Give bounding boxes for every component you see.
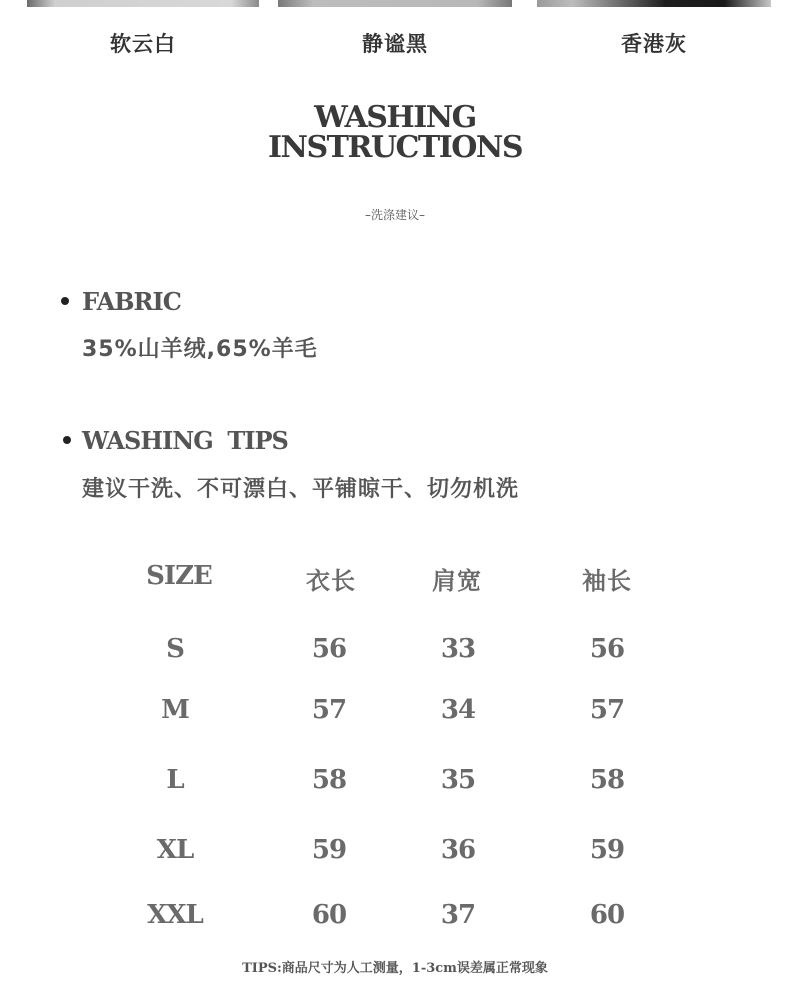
product-photo-black bbox=[278, 0, 512, 7]
bullet-dot-icon bbox=[63, 436, 71, 444]
table-cell: 59 bbox=[311, 835, 347, 865]
table-cell: XL bbox=[156, 835, 194, 865]
table-cell: S bbox=[166, 634, 184, 664]
table-cell: L bbox=[166, 765, 184, 795]
color-label-white: 软云白 bbox=[110, 32, 176, 56]
product-photo-grey bbox=[537, 0, 771, 7]
washing-tips-text: 建议干洗、不可漂白、平铺晾干、切勿机洗 bbox=[82, 477, 520, 502]
fabric-text: 35%山羊绒,65%羊毛 bbox=[82, 337, 318, 362]
color-label-black: 静谧黑 bbox=[362, 32, 428, 56]
shoulder-header: 肩宽 bbox=[432, 567, 482, 595]
measurement-tips: TIPS:商品尺寸为人工测量，1-3cm误差属正常现象 bbox=[242, 961, 548, 976]
washing-tips-heading: WASHING TIPS bbox=[82, 426, 288, 455]
size-header: SIZE bbox=[146, 561, 212, 591]
subtitle: –洗涤建议– bbox=[364, 208, 425, 222]
product-photo-white bbox=[27, 0, 259, 7]
table-cell: 57 bbox=[311, 695, 347, 725]
table-cell: M bbox=[161, 695, 189, 725]
table-cell: 58 bbox=[311, 765, 347, 795]
sleeve-header: 袖长 bbox=[582, 567, 632, 595]
table-cell: 58 bbox=[589, 765, 625, 795]
fabric-heading: FABRIC bbox=[82, 287, 181, 316]
table-cell: 36 bbox=[440, 835, 476, 865]
color-label-grey: 香港灰 bbox=[621, 32, 687, 56]
title-line-2: INSTRUCTIONS bbox=[268, 130, 522, 165]
bullet-dot-icon bbox=[61, 297, 69, 305]
table-cell: XXL bbox=[147, 900, 203, 930]
table-cell: 60 bbox=[311, 900, 347, 930]
table-cell: 56 bbox=[311, 634, 347, 664]
table-cell: 57 bbox=[589, 695, 625, 725]
length-header: 衣长 bbox=[306, 567, 356, 595]
table-cell: 60 bbox=[589, 900, 625, 930]
table-cell: 33 bbox=[440, 634, 476, 664]
table-cell: 59 bbox=[589, 835, 625, 865]
table-cell: 37 bbox=[440, 900, 476, 930]
table-cell: 35 bbox=[440, 765, 476, 795]
title-line-1: WASHING bbox=[314, 100, 476, 135]
table-cell: 34 bbox=[440, 695, 476, 725]
table-cell: 56 bbox=[589, 634, 625, 664]
